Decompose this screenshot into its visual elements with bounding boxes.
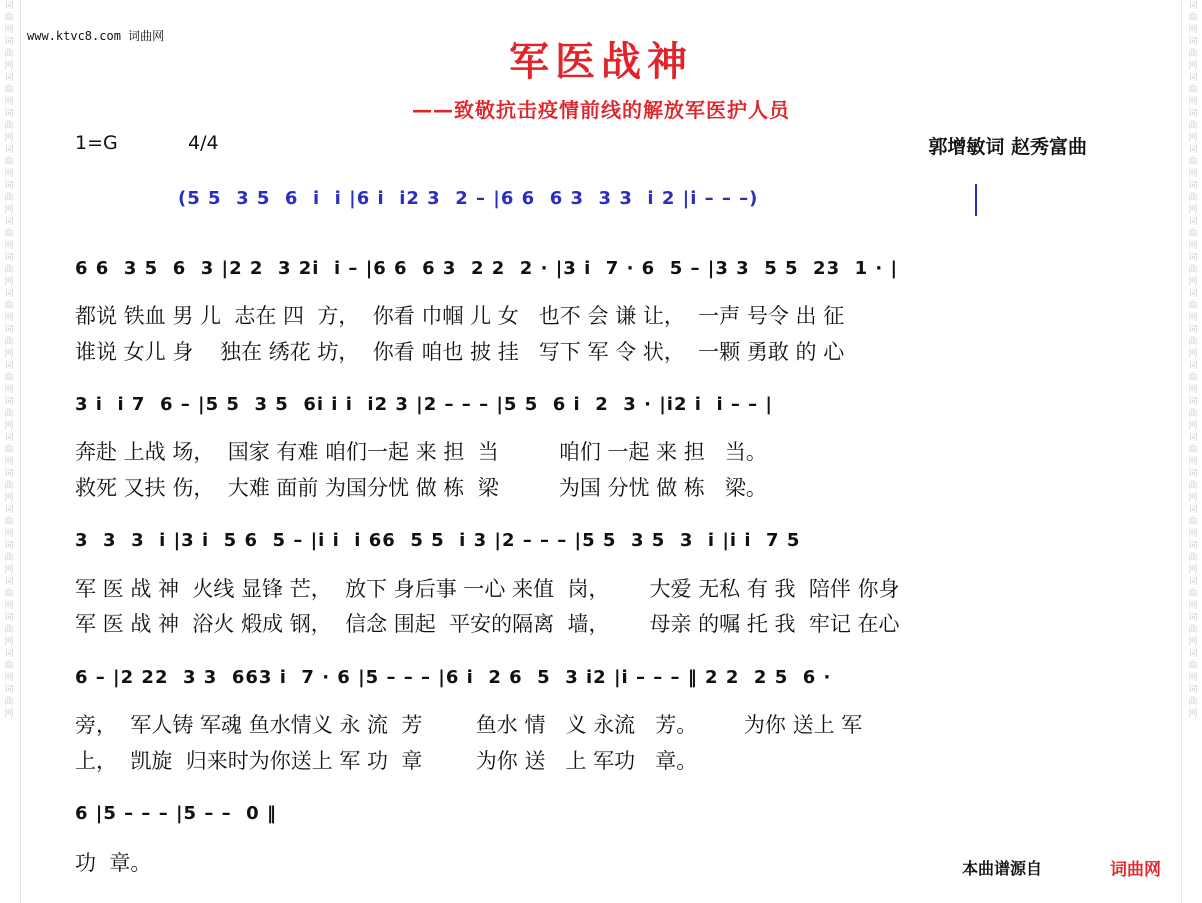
line5-notes: 6 |5 – – – |5 – – 0 ‖: [75, 803, 277, 824]
line2-notes: 3 i i 7 6 – |5 5 3 5 6i i i i2 3 |2 – – – |5 5 6 i 2 3 · |i2 i i – – |: [75, 394, 773, 415]
line5-lyric-verse1: 功 章。: [75, 851, 152, 875]
line3-notes: 3 3 3 i |3 i 5 6 5 – |i i i 66 5 5 i 3 |2 – – – |5 5 3 5 3 i |i i 7 5: [75, 530, 801, 551]
line1-notes: 6 6 3 5 6 3 |2 2 3 2i i – |6 6 6 3 2 2 2 · |3 i 7 · 6 5 – |3 3 5 5 23 1 · |: [75, 258, 899, 279]
time-signature: 4/4: [188, 132, 219, 154]
line3-lyric-verse2: 军 医 战 神 浴火 煅成 钢， 信念 围起 平安的隔离 墙， 母亲 的嘱 托 我 牢记 在心: [75, 612, 900, 636]
source-site-link[interactable]: 词曲网: [1110, 860, 1161, 880]
line2-lyric-verse2: 救死 又扶 伤， 大难 面前 为国分忧 做 栋 梁 为国 分忧 做 栋 梁。: [75, 476, 767, 500]
source-label: 本曲谱源自: [962, 859, 1043, 878]
key-signature: 1=G: [75, 132, 118, 154]
left-watermark: 词曲网词曲网词曲网词曲网词曲网词曲网词曲网词曲网词曲网词曲网词曲网词曲网词曲网词曲网词曲网词曲网词曲网词曲网词曲网词曲网: [4, 1, 14, 719]
intro-end-bar: [975, 184, 977, 216]
song-subtitle: ——致敬抗击疫情前线的解放军医护人员: [412, 98, 790, 122]
line4-lyric-verse1: 旁， 军人铸 军魂 鱼水情义 永 流 芳 鱼水 情 义 永流 芳。 为你 送上 军: [75, 713, 863, 737]
intro-notes: (5 5 3 5 6 i i |6 i i2 3 2 – |6 6 6 3 3 3 i 2 |i – – –): [178, 188, 759, 209]
line1-lyric-verse2: 谁说 女儿 身 独在 绣花 坊， 你看 咱也 披 挂 写下 军 令 状， 一颗 勇敢 的 心: [75, 340, 845, 364]
site-url[interactable]: www.ktvc8.com 词曲网: [27, 29, 165, 43]
right-watermark: 词曲网词曲网词曲网词曲网词曲网词曲网词曲网词曲网词曲网词曲网词曲网词曲网词曲网词曲网词曲网词曲网词曲网词曲网词曲网词曲网: [1188, 1, 1198, 719]
right-margin-line: [1181, 0, 1182, 903]
credits: 郭增敏词 赵秀富曲: [928, 136, 1087, 158]
line3-lyric-verse1: 军 医 战 神 火线 显锋 芒， 放下 身后事 一心 来值 岗， 大爱 无私 有 我 陪伴 你身: [75, 577, 900, 601]
line4-notes: 6 – |2 22 3 3 663 i 7 · 6 |5 – – – |6 i 2 6 5 3 i2 |i – – – ‖ 2 2 2 5 6 ·: [75, 667, 832, 688]
left-margin-line: [20, 0, 21, 903]
song-title: 军医战神: [509, 38, 693, 85]
line4-lyric-verse2: 上， 凯旋 归来时为你送上 军 功 章 为你 送 上 军功 章。: [75, 749, 698, 773]
line1-lyric-verse1: 都说 铁血 男 儿 志在 四 方， 你看 巾帼 儿 女 也不 会 谦 让， 一声 号令 出 征: [75, 304, 845, 328]
line2-lyric-verse1: 奔赴 上战 场， 国家 有难 咱们一起 来 担 当 咱们 一起 来 担 当。: [75, 440, 767, 464]
